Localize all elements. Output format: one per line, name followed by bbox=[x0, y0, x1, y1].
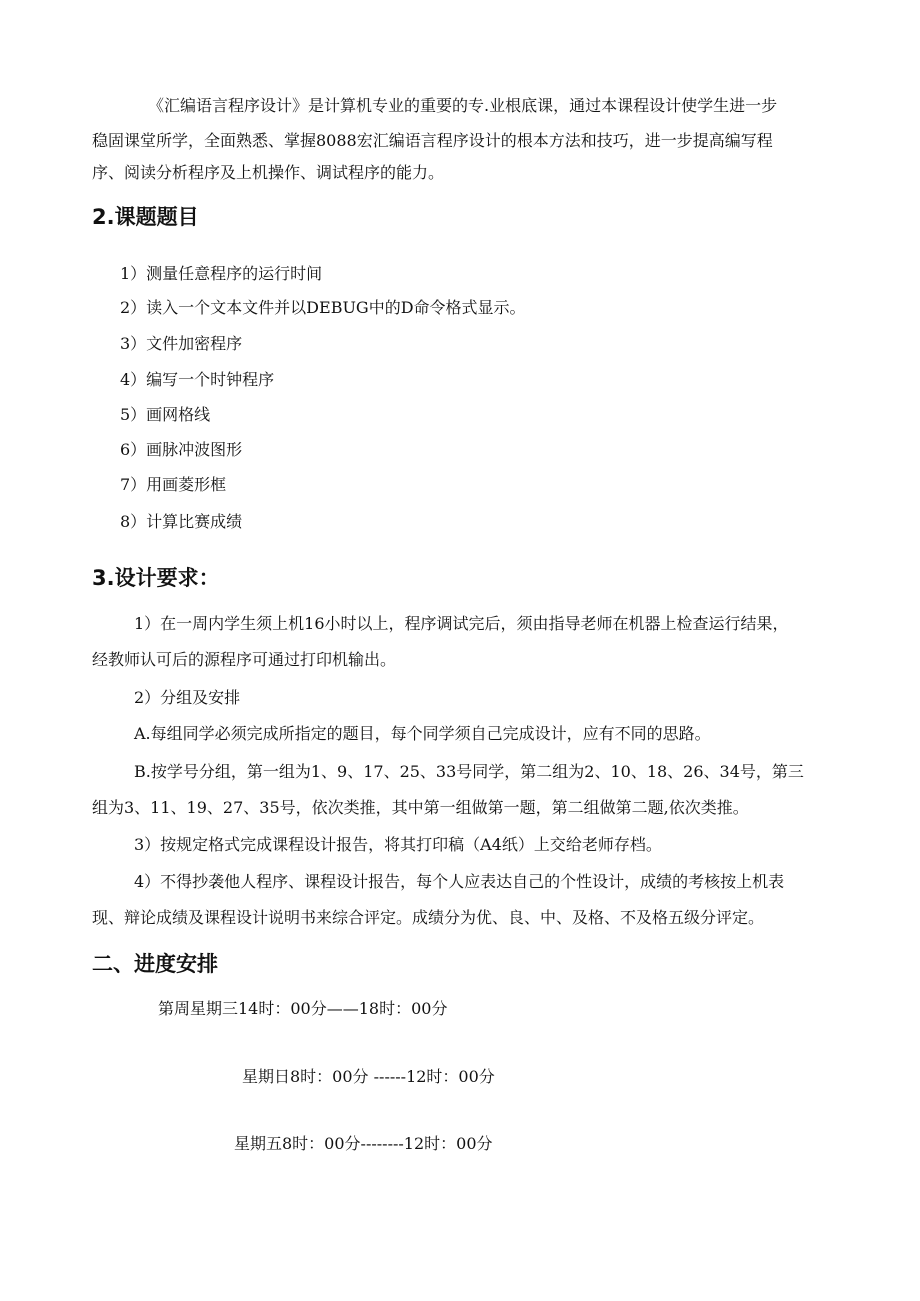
schedule-heading: 二、进度安排 bbox=[92, 952, 218, 976]
topic-item-2: 2）读入一个文本文件并以DEBUG中的D命令格式显示。 bbox=[120, 298, 526, 317]
requirement-4-line-1: 4）不得抄袭他人程序、课程设计报告，每个人应表达自己的个性设计，成绩的考核按上机表 bbox=[134, 872, 785, 891]
topic-item-1: 1）测量任意程序的运行时间 bbox=[120, 264, 323, 283]
topic-item-6: 6）画脉冲波图形 bbox=[120, 440, 243, 459]
topic-item-5: 5）画网格线 bbox=[120, 405, 211, 424]
schedule-line-3: 星期五8时：00分--------12时：00分 bbox=[234, 1134, 493, 1153]
requirement-1-line-2: 经教师认可后的源程序可通过打印机输出。 bbox=[92, 650, 397, 669]
topics-heading: 2.课题题目 bbox=[92, 205, 199, 229]
requirement-2: 2）分组及安排 bbox=[134, 688, 241, 707]
requirement-1-line-1: 1）在一周内学生须上机16小时以上，程序调试完后，须由指导老师在机器上检查运行结果， bbox=[134, 614, 789, 633]
topic-item-7: 7）用画菱形框 bbox=[120, 475, 227, 494]
topic-item-4: 4）编写一个时钟程序 bbox=[120, 370, 275, 389]
requirement-2-b-line-1: B.按学号分组，第一组为1、9、17、25、33号同学，第二组为2、10、18、26、34号，第三 bbox=[134, 762, 804, 781]
schedule-line-1: 第周星期三14时：00分——18时：00分 bbox=[158, 999, 448, 1018]
topic-item-8: 8）计算比赛成绩 bbox=[120, 512, 243, 531]
intro-line-2: 稳固课堂所学，全面熟悉、掌握8088宏汇编语言程序设计的根本方法和技巧，进一步提高编写程 bbox=[92, 131, 773, 150]
intro-line-1: 《汇编语言程序设计》是计算机专业的重要的专.业根底课，通过本课程设计使学生进一步 bbox=[148, 96, 778, 115]
requirements-heading: 3.设计要求： bbox=[92, 566, 220, 590]
requirement-2-a: A.每组同学必须完成所指定的题目，每个同学须自己完成设计，应有不同的思路。 bbox=[134, 724, 711, 743]
requirement-3: 3）按规定格式完成课程设计报告，将其打印稿（A4纸）上交给老师存档。 bbox=[134, 835, 662, 854]
requirement-4-line-2: 现、辩论成绩及课程设计说明书来综合评定。成绩分为优、良、中、及格、不及格五级分评定。 bbox=[92, 908, 765, 927]
requirement-2-b-line-2: 组为3、11、19、27、35号，依次类推，其中第一组做第一题，第二组做第二题,依次类推。 bbox=[92, 798, 749, 817]
topic-item-3: 3）文件加密程序 bbox=[120, 334, 243, 353]
schedule-line-2: 星期日8时：00分 ------12时：00分 bbox=[242, 1067, 495, 1086]
intro-line-3: 序、阅读分析程序及上机操作、调试程序的能力。 bbox=[92, 163, 445, 182]
